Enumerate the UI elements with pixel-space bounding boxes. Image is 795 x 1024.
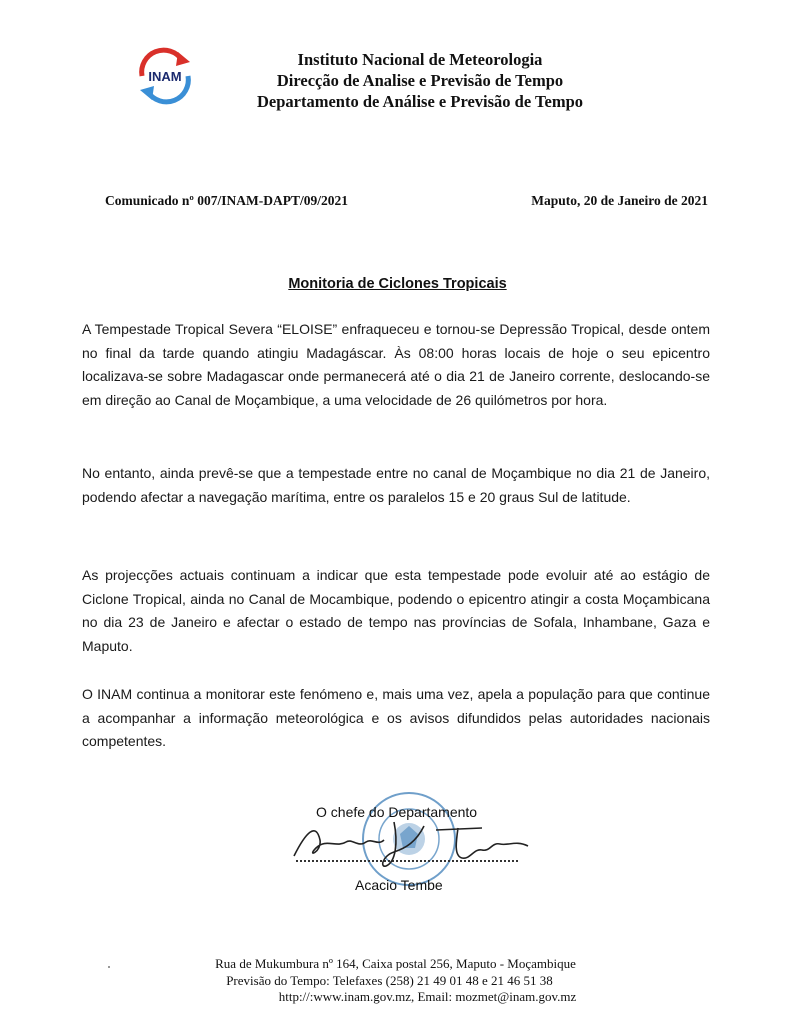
paragraph-2: No entanto, ainda prevê-se que a tempestade entre no canal de Moçambique no dia 21 de Janeiro, podendo afectar a navegação marítima, entre os paralelos 15 e 20 graus Sul de latitude. bbox=[82, 465, 710, 505]
communique-reference: Comunicado nº 007/INAM-DAPT/09/2021 bbox=[105, 193, 348, 208]
paragraph-3: As projecções actuais continuam a indicar que esta tempestade pode evoluir até ao estágio de Ciclone Tropical, ainda no Canal de Mocambique, podendo o epicentro atingir a costa Moçambicana no dia 23 de Janeiro e afectar o estado de tempo nas províncias de Sofala, Inhambane, Gaza e Maputo. bbox=[82, 567, 710, 654]
logo-text: INAM bbox=[148, 69, 182, 84]
footer-phones: Previsão do Tempo: Telefaxes (258) 21 49 01 48 e 21 46 51 38 bbox=[226, 973, 553, 988]
department-name: Departamento de Análise e Previsão de Tempo bbox=[256, 92, 583, 111]
signatory-role: O chefe do Departamento bbox=[316, 804, 478, 820]
place-date: Maputo, 20 de Janeiro de 2021 bbox=[531, 193, 708, 208]
footer-address: Rua de Mukumbura nº 164, Caixa postal 256, Maputo - Moçambique bbox=[215, 956, 576, 971]
footer-web-email: http://:www.inam.gov.mz, Email: mozmet@inam.gov.mz bbox=[278, 989, 577, 1004]
directorate-name: Direcção de Analise e Previsão de Tempo bbox=[276, 71, 564, 90]
document-title: Monitoria de Ciclones Tropicais bbox=[288, 276, 507, 292]
paragraph-4: O INAM continua a monitorar este fenómeno e, mais uma vez, apela a população para que continue a acompanhar a informação meteorológica e os avisos difundidos pelas autoridades nacionais competentes. bbox=[82, 686, 710, 749]
signatory-name: Acacio Tembe bbox=[355, 877, 443, 893]
paragraph-1: A Tempestade Tropical Severa “ELOISE” enfraqueceu e tornou-se Depressão Tropical, desde ontem no final da tarde quando atingiu Madagáscar. Às 08:00 horas locais de hoje o seu epicentro localizava-se sobre Madagascar onde permanecerá até o dia 21 de Janeiro corrente, deslocando-se em direção ao Canal de Moçambique, a uma velocidade de 26 quilómetros por hora. bbox=[82, 321, 710, 408]
handwritten-signature bbox=[286, 812, 536, 870]
institute-name: Instituto Nacional de Meteorologia bbox=[297, 50, 543, 69]
